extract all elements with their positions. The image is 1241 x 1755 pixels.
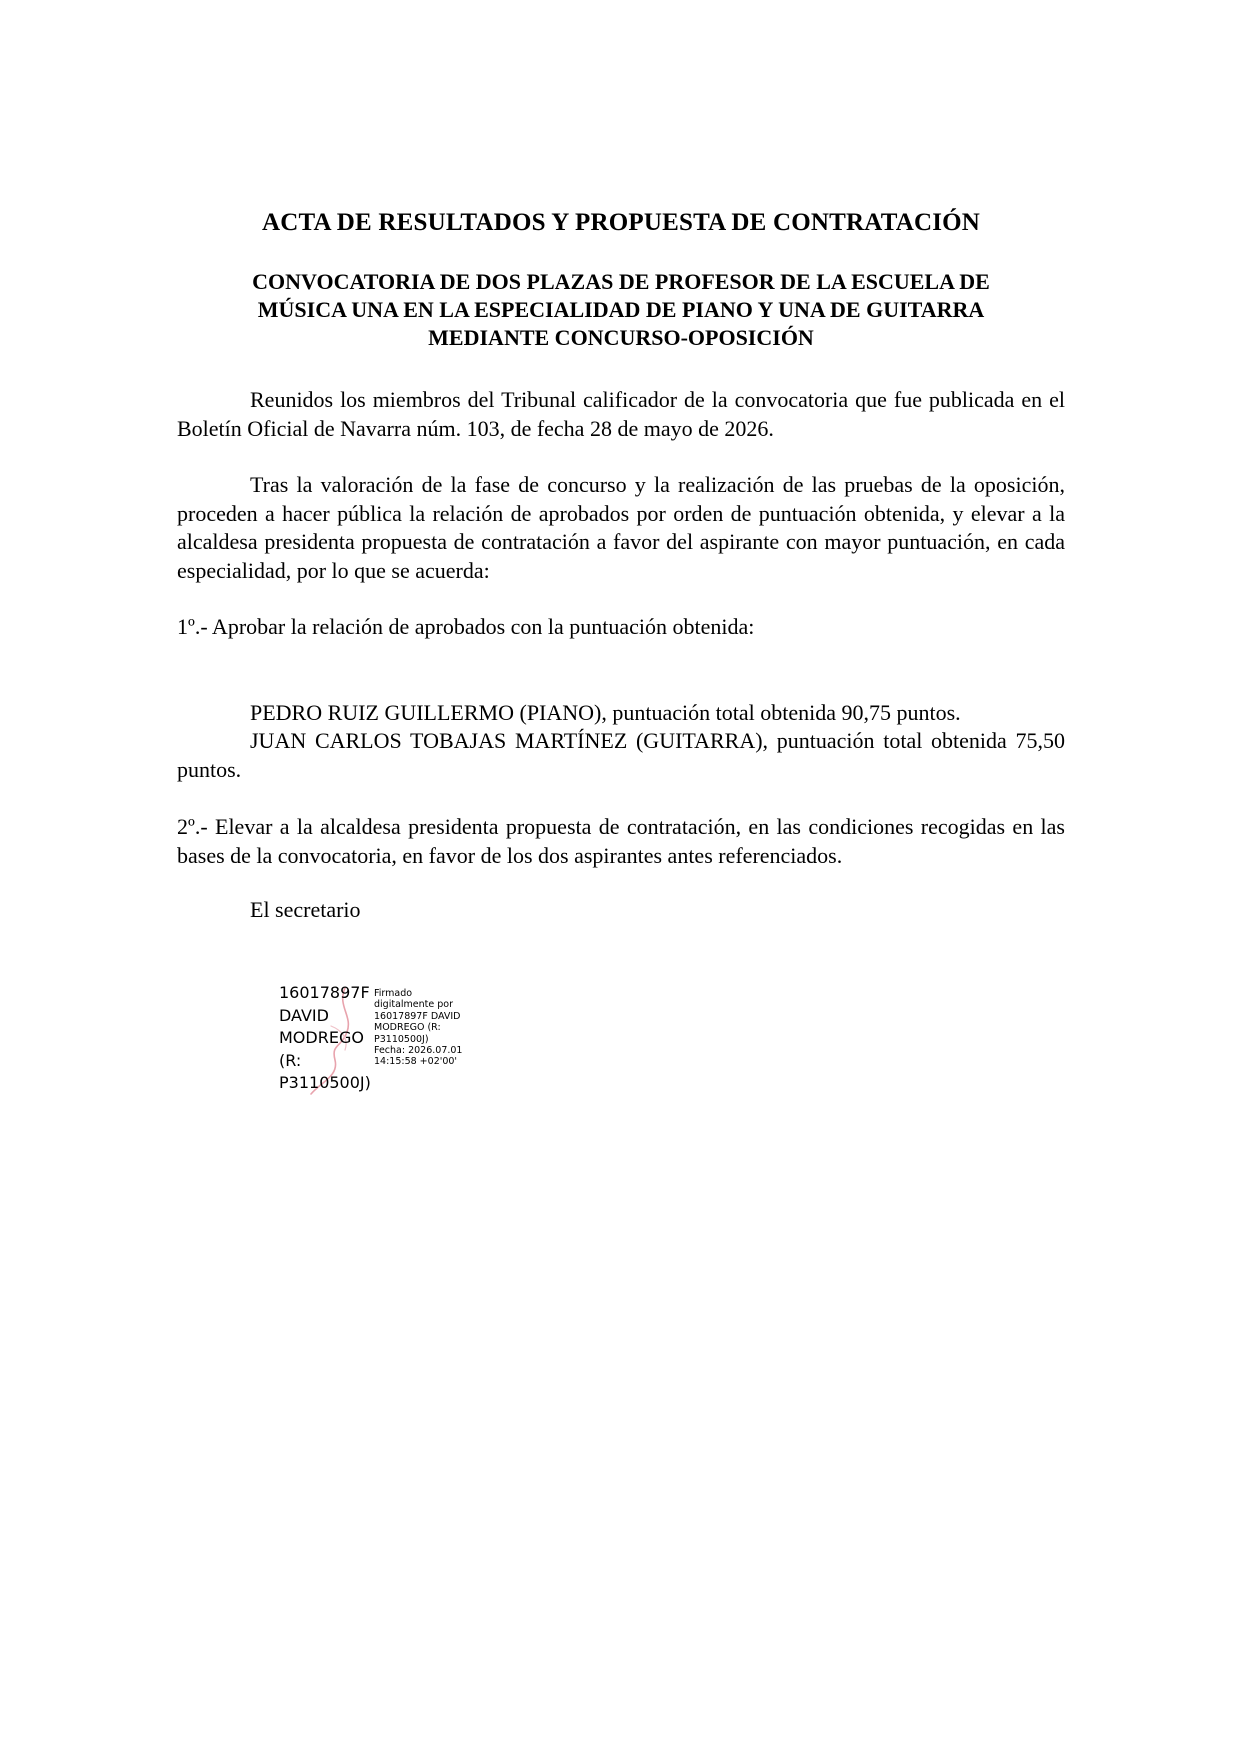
document-title: ACTA DE RESULTADOS Y PROPUESTA DE CONTRATACIÓN	[261, 209, 981, 236]
document-subtitle	[177, 268, 1065, 352]
signature-details-block: Firmado digitalmente por 16017897F DAVID MODREGO (R: P3110500J) Fecha: 2026.07.01 14:15:58 +02'00'	[374, 988, 463, 1068]
result-entry-piano: PEDRO RUIZ GUILLERMO (PIANO), puntuación total obtenida 90,75 puntos.	[250, 699, 961, 725]
agreement-point-2: 2º.- Elevar a la alcaldesa presidenta propuesta de contratación, en las condiciones recogidas en las bases de la convocatoria, en favor de los dos aspirantes antes referenciados.	[177, 814, 1065, 868]
digital-signature	[279, 982, 519, 1102]
result-entry-guitarra: JUAN CARLOS TOBAJAS MARTÍNEZ (GUITARRA), puntuación total obtenida 75,50 puntos.	[177, 728, 1065, 782]
signature-name-block: 16017897F DAVID MODREGO (R: P3110500J)	[279, 983, 371, 1092]
subtitle-line: CONVOCATORIA DE DOS PLAZAS DE PROFESOR DE LA ESCUELA DE	[252, 269, 990, 294]
subtitle-line: MÚSICA UNA EN LA ESPECIALIDAD DE PIANO Y UNA DE GUITARRA	[257, 297, 985, 322]
signer-role: El secretario	[250, 897, 361, 922]
subtitle-line: MEDIANTE CONCURSO-OPOSICIÓN	[428, 325, 814, 350]
paragraph-reunidos: Reunidos los miembros del Tribunal calificador de la convocatoria que fue publicada en el Boletín Oficial de Navarra núm. 103, de fecha 28 de mayo de 2026.	[177, 387, 1065, 441]
paragraph-tras: Tras la valoración de la fase de concurso y la realización de las pruebas de la oposición, proceden a hacer pública la relación de aprobados por orden de puntuación obtenida, y elevar a la alcaldesa presidenta propuesta de contratación a favor del aspirante con mayor puntuación, en cada especialidad, por lo que se acuerda:	[177, 472, 1065, 583]
agreement-point-1: 1º.- Aprobar la relación de aprobados con la puntuación obtenida:	[177, 614, 755, 639]
document-body	[177, 208, 1065, 924]
